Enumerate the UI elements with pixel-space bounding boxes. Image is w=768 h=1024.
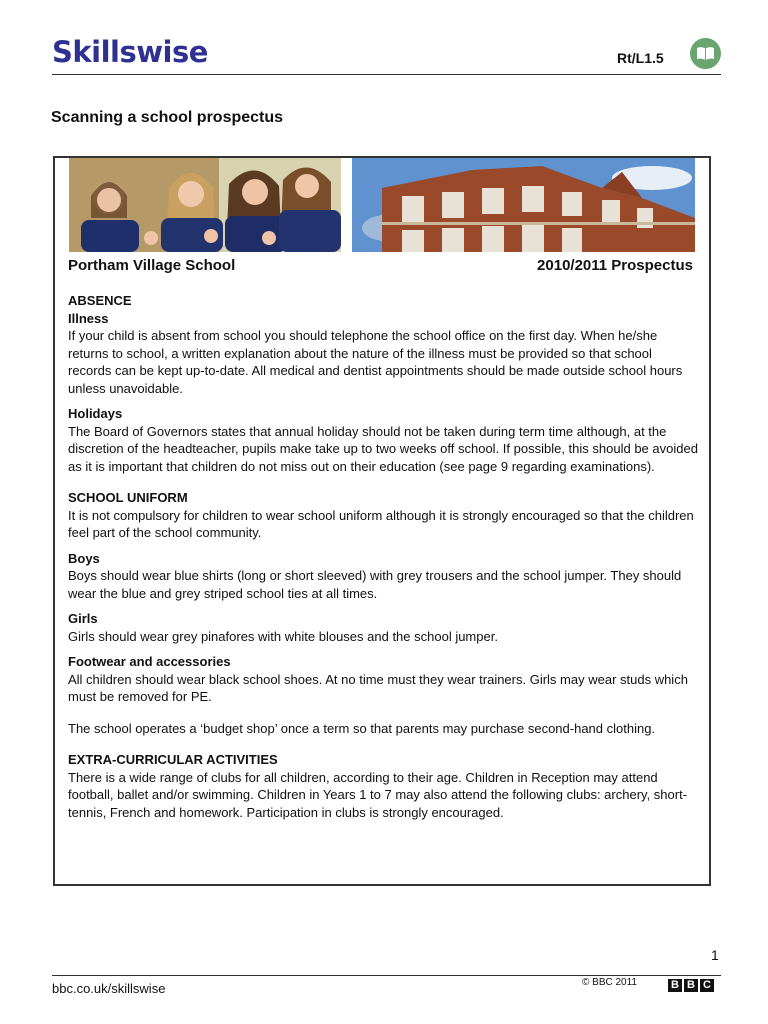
body-paragraph: All children should wear black school shoes. At no time must they wear trainers. Girls may wear studs which must be removed for PE. xyxy=(68,671,688,704)
footer-url[interactable]: bbc.co.uk/skillswise xyxy=(52,981,166,996)
spacer xyxy=(68,602,698,610)
page-title: Scanning a school prospectus xyxy=(51,109,284,126)
body-paragraph: There is a wide range of clubs for all children, according to their age. Children in Reception may attend football, ballet and/or swimming. Children in Years 1 to 7 may also attend the following clubs: archery, short-tennis, French and homework. Participation in clubs is strongly encouraged. xyxy=(68,769,688,820)
bbc-logo xyxy=(668,979,714,992)
subsection-heading: Boys xyxy=(68,550,100,566)
bbc-letter: C xyxy=(700,979,714,992)
body-paragraph: Boys should wear blue shirts (long or short sleeved) with grey trousers and the school jumper. They should wear the blue and grey striped school ties at all times. xyxy=(68,568,682,601)
body-paragraph: If your child is absent from school you should telephone the school office on the first day. When he/she returns to school, a written explanation about the nature of the illness must be provided so that school records can be kept up-to-date. All medical and dentist appointments should be made outside school hours unless unavoidable. xyxy=(68,328,683,396)
prospectus-content xyxy=(68,292,698,821)
subsection-heading: Girls xyxy=(68,611,98,626)
subsection-heading: Holidays xyxy=(68,406,123,421)
spacer xyxy=(68,706,698,720)
body-paragraph: The school operates a ‘budget shop’ once a term so that parents may purchase second-hand clothing. xyxy=(68,720,656,736)
spacer xyxy=(68,475,698,489)
prospectus-frame xyxy=(53,156,711,886)
subsection-heading: Illness xyxy=(68,310,109,326)
body-paragraph: Girls should wear grey pinafores with white blouses and the school jumper. xyxy=(68,628,498,644)
bbc-letter: B xyxy=(684,979,698,992)
book-icon xyxy=(690,38,721,69)
spacer xyxy=(68,542,698,550)
subsection-heading: Footwear and accessories xyxy=(68,654,231,669)
section-heading: ABSENCE xyxy=(68,293,132,308)
footer-divider xyxy=(52,975,721,976)
prospectus-year: 2010/2011 Prospectus xyxy=(537,257,693,274)
body-paragraph: The Board of Governors states that annual holiday should not be taken during term time although, at the discretion of the headteacher, pupils make take up to two weeks off school. If possible, this should be avoided as it is important that children do not miss out on their education (see page 9 regarding examinations). xyxy=(68,423,698,474)
copyright: © BBC 2011 xyxy=(582,977,637,988)
body-paragraph: It is not compulsory for children to wear school uniform although it is strongly encouraged so that the children feel part of the school community. xyxy=(68,507,694,540)
section-heading: SCHOOL UNIFORM xyxy=(68,490,188,505)
header-divider xyxy=(52,74,721,75)
worksheet-code: Rt/L1.5 xyxy=(617,50,664,66)
skillswise-logo: Skillswise xyxy=(52,35,208,69)
school-name: Portham Village School xyxy=(68,257,236,274)
spacer xyxy=(68,737,698,751)
school-building-photo xyxy=(352,158,695,252)
bbc-letter: B xyxy=(668,979,682,992)
page-number: 1 xyxy=(711,947,719,963)
students-photo xyxy=(69,158,341,252)
spacer xyxy=(68,397,698,405)
section-heading: EXTRA-CURRICULAR ACTIVITIES xyxy=(68,752,278,767)
spacer xyxy=(68,645,698,653)
